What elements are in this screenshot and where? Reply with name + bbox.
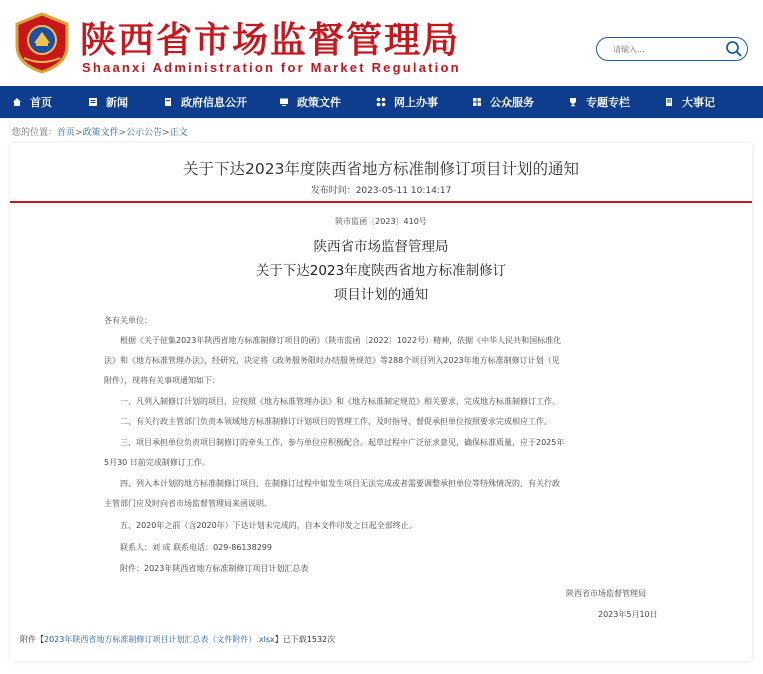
document-date: 2023年5月10日: [598, 610, 658, 619]
monitor-icon: [279, 97, 289, 107]
breadcrumb-prefix: 您的位置：: [12, 128, 58, 138]
nav-label: 公众服务: [490, 96, 534, 109]
main-nav: [0, 86, 763, 118]
breadcrumb: [12, 125, 188, 138]
breadcrumb-separator: >: [162, 128, 170, 138]
nav-item-gov-info[interactable]: [163, 86, 247, 118]
doc-heading-org: 陕西省市场监督管理局: [313, 239, 449, 255]
attachment-link[interactable]: 2023年陕西省地方标准制修订项目计划汇总表（文件附件）.xlsx: [44, 635, 275, 644]
nav-label: 专题专栏: [586, 96, 630, 109]
nav-label: 网上办事: [394, 96, 438, 109]
trophy-icon: [568, 97, 578, 107]
emblem-icon[interactable]: [12, 12, 72, 74]
nav-label: 新闻: [106, 96, 128, 109]
article-panel: [10, 143, 752, 661]
breadcrumb-item[interactable]: 首页: [57, 128, 76, 138]
paragraph: 二、有关行政主管部门负责本领域地方标准制修订计划项目的管理工作，及时指导、督促承担单位按照要求完成相应工作。: [120, 417, 552, 426]
grid-icon: [376, 97, 386, 107]
site-header: [0, 0, 763, 86]
contact-info: 联系人：刘 成 联系电话：029-86138299: [120, 543, 272, 552]
info-icon: [163, 97, 173, 107]
service-icon: [472, 97, 482, 107]
paragraph: 三、项目承担单位负责项目制修订的牵头工作，参与单位应积极配合。起草过程中广泛征求意见，确保标准质量，应于2025年: [120, 438, 565, 447]
nav-item-special-topics[interactable]: [568, 86, 630, 118]
nav-label: 政策文件: [297, 96, 341, 109]
breadcrumb-item[interactable]: 正文: [169, 128, 188, 138]
home-icon: [12, 97, 22, 107]
paragraph: 主管部门应及时向省市场监督管理局来函说明。: [104, 499, 272, 508]
search-icon[interactable]: [725, 40, 743, 58]
nav-label: 大事记: [682, 96, 715, 109]
paragraph: 5月30 日前完成制修订工作。: [104, 458, 210, 467]
paragraph: 四、列入本计划的地方标准制修订项目，在制修订过程中如发生项目无法完成或者需要调整承担单位等特殊情况的，有关行政: [120, 479, 560, 488]
nav-item-online-service[interactable]: [376, 86, 438, 118]
book-icon: [664, 97, 674, 107]
breadcrumb-item[interactable]: 公示公告: [126, 128, 163, 138]
salutation: 各有关单位：: [104, 316, 152, 325]
paragraph: 五、2020年之前（含2020年）下达计划未完成的，自本文件印发之日起全部终止。: [120, 521, 417, 530]
signature: 陕西省市场监督管理局: [566, 589, 646, 598]
news-icon: [88, 97, 98, 107]
publish-time: 发布时间：2023-05-11 10:14:17: [310, 186, 452, 196]
doc-number: 陕市监函〔2023〕410号: [335, 217, 427, 226]
breadcrumb-separator: >: [118, 128, 127, 138]
nav-item-events[interactable]: [664, 86, 715, 118]
attachment-line: [20, 634, 335, 645]
breadcrumb-item[interactable]: 政策文件: [82, 128, 119, 138]
paragraph: 法》和《地方标准管理办法》，经研究，决定将《政务服务限时办结服务规范》等288个项目列入2023年地方标准制修订计划（见: [104, 356, 560, 365]
paragraph: 根据《关于征集2023年陕西省地方标准制修订项目的函》（陕市监函〔2022〕1022号）精神，依据《中华人民共和国标准化: [120, 336, 562, 345]
nav-item-policy[interactable]: [279, 86, 341, 118]
divider: [10, 201, 752, 203]
nav-item-home[interactable]: [12, 86, 52, 118]
site-title[interactable]: 陕西省市场监督管理局: [80, 19, 461, 61]
search-input[interactable]: [613, 42, 713, 56]
attachment-note: 附件：2023年陕西省地方标准制修订项目计划汇总表: [120, 564, 309, 573]
site-subtitle: Shaanxi Administration for Market Regulation: [82, 60, 461, 75]
breadcrumb-separator: >: [75, 128, 83, 138]
search-box: [596, 37, 748, 61]
nav-item-public-service[interactable]: [472, 86, 534, 118]
doc-heading-title: 关于下达2023年度陕西省地方标准制修订: [255, 263, 507, 279]
download-count: 】已下载1532次: [274, 635, 336, 644]
nav-item-news[interactable]: [88, 86, 128, 118]
nav-label: 政府信息公开: [181, 96, 247, 109]
doc-heading-title-cont: 项目计划的通知: [333, 287, 429, 303]
article-title: 关于下达2023年度陕西省地方标准制修订项目计划的通知: [183, 160, 579, 178]
attachment-prefix: 附件【: [20, 635, 44, 644]
nav-label: 首页: [30, 96, 52, 109]
paragraph: 附件），现将有关事项通知如下：: [104, 376, 220, 385]
paragraph: 一、凡列入制修订计划的项目，应按照《地方标准管理办法》和《地方标准制定规范》相关要求，完成地方标准制修订工作。: [120, 397, 560, 406]
